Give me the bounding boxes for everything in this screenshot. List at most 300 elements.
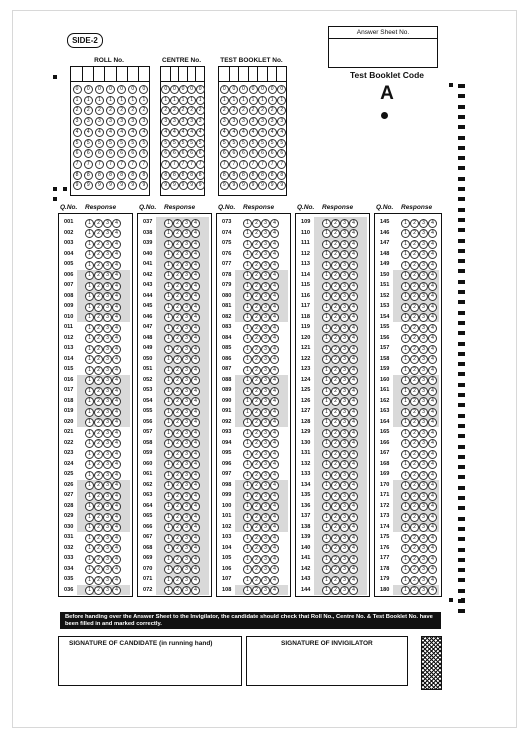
response-bubble[interactable]: 4 — [112, 492, 121, 501]
response-bubble[interactable]: 2 — [173, 450, 182, 459]
response-bubble[interactable]: 1 — [401, 408, 410, 417]
digit-bubble[interactable]: 5 — [106, 139, 115, 148]
response-bubble[interactable]: 3 — [103, 544, 112, 553]
response-bubble[interactable]: 4 — [428, 471, 437, 480]
response-bubble[interactable]: 2 — [173, 387, 182, 396]
response-bubble[interactable]: 4 — [191, 229, 200, 238]
response-bubble[interactable]: 3 — [340, 387, 349, 396]
response-bubble[interactable]: 4 — [428, 250, 437, 259]
write-in-cell[interactable] — [276, 67, 286, 81]
response-bubble[interactable]: 3 — [261, 555, 270, 564]
response-bubble[interactable]: 4 — [428, 366, 437, 375]
digit-bubble[interactable]: 1 — [179, 96, 188, 105]
digit-bubble[interactable]: 6 — [187, 149, 196, 158]
response-bubble[interactable]: 1 — [85, 324, 94, 333]
digit-bubble[interactable]: 6 — [258, 149, 267, 158]
response-bubble[interactable]: 3 — [340, 481, 349, 490]
digit-bubble[interactable]: 4 — [128, 128, 137, 137]
digit-bubble[interactable]: 6 — [128, 149, 137, 158]
response-bubble[interactable]: 4 — [428, 481, 437, 490]
response-bubble[interactable]: 3 — [261, 397, 270, 406]
response-bubble[interactable]: 2 — [173, 513, 182, 522]
response-bubble[interactable]: 4 — [428, 450, 437, 459]
response-bubble[interactable]: 3 — [182, 345, 191, 354]
digit-bubble[interactable]: 2 — [106, 106, 115, 115]
response-bubble[interactable]: 3 — [340, 271, 349, 280]
response-bubble[interactable]: 4 — [112, 513, 121, 522]
response-bubble[interactable]: 4 — [191, 513, 200, 522]
response-bubble[interactable]: 3 — [261, 450, 270, 459]
response-bubble[interactable]: 4 — [112, 471, 121, 480]
response-bubble[interactable]: 1 — [401, 576, 410, 585]
response-bubble[interactable]: 3 — [419, 544, 428, 553]
response-bubble[interactable]: 1 — [243, 250, 252, 259]
response-bubble[interactable]: 4 — [349, 565, 358, 574]
response-bubble[interactable]: 1 — [243, 513, 252, 522]
response-bubble[interactable]: 3 — [340, 523, 349, 532]
response-bubble[interactable]: 4 — [112, 555, 121, 564]
digit-bubble[interactable]: 2 — [95, 106, 104, 115]
response-bubble[interactable]: 4 — [270, 366, 279, 375]
response-bubble[interactable]: 1 — [401, 334, 410, 343]
digit-bubble[interactable]: 7 — [268, 160, 277, 169]
response-bubble[interactable]: 2 — [331, 534, 340, 543]
response-bubble[interactable]: 1 — [164, 429, 173, 438]
response-bubble[interactable]: 1 — [401, 313, 410, 322]
response-bubble[interactable]: 4 — [191, 523, 200, 532]
response-bubble[interactable]: 4 — [191, 250, 200, 259]
response-bubble[interactable]: 2 — [94, 460, 103, 469]
response-bubble[interactable]: 3 — [340, 408, 349, 417]
response-bubble[interactable]: 4 — [349, 261, 358, 270]
response-bubble[interactable]: 4 — [428, 271, 437, 280]
digit-bubble[interactable]: 4 — [73, 128, 82, 137]
response-bubble[interactable]: 2 — [410, 460, 419, 469]
response-bubble[interactable]: 1 — [322, 387, 331, 396]
response-bubble[interactable]: 1 — [322, 229, 331, 238]
response-bubble[interactable]: 1 — [322, 534, 331, 543]
response-bubble[interactable]: 4 — [349, 303, 358, 312]
response-bubble[interactable]: 4 — [112, 576, 121, 585]
response-bubble[interactable]: 4 — [349, 271, 358, 280]
response-bubble[interactable]: 2 — [173, 544, 182, 553]
digit-bubble[interactable]: 5 — [128, 139, 137, 148]
digit-bubble[interactable]: 9 — [258, 181, 267, 190]
response-bubble[interactable]: 1 — [401, 492, 410, 501]
response-bubble[interactable]: 4 — [428, 502, 437, 511]
response-bubble[interactable]: 4 — [270, 271, 279, 280]
response-bubble[interactable]: 2 — [94, 502, 103, 511]
response-bubble[interactable]: 2 — [331, 439, 340, 448]
response-bubble[interactable]: 1 — [85, 534, 94, 543]
response-bubble[interactable]: 2 — [410, 334, 419, 343]
response-bubble[interactable]: 2 — [173, 324, 182, 333]
digit-bubble[interactable]: 7 — [139, 160, 148, 169]
digit-bubble[interactable]: 4 — [106, 128, 115, 137]
digit-bubble[interactable]: 5 — [268, 139, 277, 148]
response-bubble[interactable]: 1 — [164, 439, 173, 448]
digit-bubble[interactable]: 9 — [117, 181, 126, 190]
digit-bubble[interactable]: 7 — [277, 160, 286, 169]
response-bubble[interactable]: 1 — [401, 586, 410, 595]
response-bubble[interactable]: 4 — [270, 387, 279, 396]
response-bubble[interactable]: 3 — [340, 324, 349, 333]
response-bubble[interactable]: 1 — [401, 429, 410, 438]
response-bubble[interactable]: 3 — [103, 534, 112, 543]
response-bubble[interactable]: 4 — [112, 502, 121, 511]
response-bubble[interactable]: 3 — [419, 576, 428, 585]
response-bubble[interactable]: 3 — [340, 292, 349, 301]
digit-bubble[interactable]: 3 — [239, 117, 248, 126]
digit-bubble[interactable]: 1 — [229, 96, 238, 105]
response-bubble[interactable]: 1 — [243, 271, 252, 280]
response-bubble[interactable]: 3 — [182, 240, 191, 249]
response-bubble[interactable]: 3 — [261, 355, 270, 364]
response-bubble[interactable]: 1 — [243, 576, 252, 585]
response-bubble[interactable]: 2 — [94, 271, 103, 280]
digit-bubble[interactable]: 1 — [220, 96, 229, 105]
response-bubble[interactable]: 2 — [94, 282, 103, 291]
response-bubble[interactable]: 3 — [419, 282, 428, 291]
response-bubble[interactable]: 2 — [252, 408, 261, 417]
response-bubble[interactable]: 2 — [410, 345, 419, 354]
response-bubble[interactable]: 3 — [182, 492, 191, 501]
response-bubble[interactable]: 2 — [410, 523, 419, 532]
response-bubble[interactable]: 1 — [85, 576, 94, 585]
response-bubble[interactable]: 1 — [164, 376, 173, 385]
response-bubble[interactable]: 2 — [410, 534, 419, 543]
response-bubble[interactable]: 1 — [164, 387, 173, 396]
response-bubble[interactable]: 1 — [85, 229, 94, 238]
digit-bubble[interactable]: 2 — [187, 106, 196, 115]
response-bubble[interactable]: 2 — [94, 397, 103, 406]
digit-bubble[interactable]: 1 — [196, 96, 205, 105]
response-bubble[interactable]: 2 — [252, 555, 261, 564]
response-bubble[interactable]: 1 — [322, 376, 331, 385]
response-bubble[interactable]: 2 — [94, 250, 103, 259]
candidate-signature-box[interactable] — [58, 636, 242, 686]
response-bubble[interactable]: 4 — [270, 324, 279, 333]
digit-bubble[interactable]: 3 — [73, 117, 82, 126]
digit-bubble[interactable]: 8 — [268, 171, 277, 180]
response-bubble[interactable]: 2 — [410, 229, 419, 238]
response-bubble[interactable]: 1 — [401, 387, 410, 396]
response-bubble[interactable]: 4 — [349, 555, 358, 564]
response-bubble[interactable]: 1 — [322, 282, 331, 291]
response-bubble[interactable]: 4 — [270, 240, 279, 249]
response-bubble[interactable]: 1 — [85, 250, 94, 259]
response-bubble[interactable]: 2 — [173, 250, 182, 259]
response-bubble[interactable]: 3 — [419, 408, 428, 417]
response-bubble[interactable]: 1 — [322, 460, 331, 469]
response-bubble[interactable]: 3 — [261, 292, 270, 301]
response-bubble[interactable]: 3 — [419, 219, 428, 228]
digit-bubble[interactable]: 7 — [161, 160, 170, 169]
response-bubble[interactable]: 4 — [112, 292, 121, 301]
response-bubble[interactable]: 4 — [112, 418, 121, 427]
response-bubble[interactable]: 4 — [428, 534, 437, 543]
digit-bubble[interactable]: 6 — [229, 149, 238, 158]
response-bubble[interactable]: 4 — [349, 534, 358, 543]
digit-bubble[interactable]: 0 — [128, 85, 137, 94]
response-bubble[interactable]: 3 — [103, 460, 112, 469]
response-bubble[interactable]: 4 — [349, 492, 358, 501]
response-bubble[interactable]: 2 — [94, 292, 103, 301]
response-bubble[interactable]: 1 — [401, 250, 410, 259]
answer-sheet-number-box[interactable] — [328, 26, 438, 68]
response-bubble[interactable]: 3 — [340, 418, 349, 427]
digit-bubble[interactable]: 6 — [277, 149, 286, 158]
digit-bubble[interactable]: 3 — [220, 117, 229, 126]
response-bubble[interactable]: 1 — [322, 324, 331, 333]
response-bubble[interactable]: 2 — [252, 219, 261, 228]
response-bubble[interactable]: 1 — [322, 408, 331, 417]
response-bubble[interactable]: 3 — [419, 250, 428, 259]
response-bubble[interactable]: 3 — [261, 240, 270, 249]
digit-bubble[interactable]: 3 — [161, 117, 170, 126]
response-bubble[interactable]: 1 — [85, 271, 94, 280]
response-bubble[interactable]: 3 — [340, 355, 349, 364]
response-bubble[interactable]: 4 — [112, 313, 121, 322]
response-bubble[interactable]: 1 — [85, 355, 94, 364]
response-bubble[interactable]: 3 — [261, 334, 270, 343]
response-bubble[interactable]: 3 — [419, 471, 428, 480]
response-bubble[interactable]: 1 — [85, 492, 94, 501]
response-bubble[interactable]: 1 — [401, 303, 410, 312]
response-bubble[interactable]: 2 — [410, 387, 419, 396]
digit-bubble[interactable]: 5 — [179, 139, 188, 148]
response-bubble[interactable]: 2 — [331, 586, 340, 595]
response-bubble[interactable]: 1 — [85, 565, 94, 574]
digit-bubble[interactable]: 0 — [239, 85, 248, 94]
digit-bubble[interactable]: 0 — [179, 85, 188, 94]
response-bubble[interactable]: 2 — [173, 219, 182, 228]
response-bubble[interactable]: 4 — [191, 586, 200, 595]
response-bubble[interactable]: 2 — [252, 387, 261, 396]
response-bubble[interactable]: 3 — [182, 513, 191, 522]
digit-bubble[interactable]: 8 — [277, 171, 286, 180]
response-bubble[interactable]: 4 — [428, 229, 437, 238]
response-bubble[interactable]: 2 — [252, 534, 261, 543]
response-bubble[interactable]: 4 — [428, 492, 437, 501]
response-bubble[interactable]: 2 — [94, 334, 103, 343]
response-bubble[interactable]: 2 — [252, 240, 261, 249]
response-bubble[interactable]: 4 — [191, 565, 200, 574]
response-bubble[interactable]: 1 — [243, 324, 252, 333]
response-bubble[interactable]: 3 — [182, 292, 191, 301]
response-bubble[interactable]: 1 — [85, 345, 94, 354]
response-bubble[interactable]: 3 — [261, 345, 270, 354]
response-bubble[interactable]: 3 — [182, 544, 191, 553]
response-bubble[interactable]: 2 — [173, 355, 182, 364]
digit-bubble[interactable]: 5 — [220, 139, 229, 148]
response-bubble[interactable]: 4 — [270, 355, 279, 364]
response-bubble[interactable]: 4 — [428, 292, 437, 301]
response-bubble[interactable]: 1 — [401, 555, 410, 564]
digit-bubble[interactable]: 1 — [161, 96, 170, 105]
response-bubble[interactable]: 2 — [331, 481, 340, 490]
response-bubble[interactable]: 2 — [173, 471, 182, 480]
response-bubble[interactable]: 3 — [419, 313, 428, 322]
response-bubble[interactable]: 2 — [410, 397, 419, 406]
response-bubble[interactable]: 2 — [410, 429, 419, 438]
response-bubble[interactable]: 2 — [252, 439, 261, 448]
response-bubble[interactable]: 3 — [419, 429, 428, 438]
response-bubble[interactable]: 4 — [112, 544, 121, 553]
digit-bubble[interactable]: 4 — [249, 128, 258, 137]
digit-bubble[interactable]: 5 — [187, 139, 196, 148]
response-bubble[interactable]: 1 — [243, 492, 252, 501]
response-bubble[interactable]: 1 — [243, 282, 252, 291]
response-bubble[interactable]: 3 — [419, 450, 428, 459]
response-bubble[interactable]: 3 — [182, 523, 191, 532]
response-bubble[interactable]: 4 — [349, 366, 358, 375]
digit-bubble[interactable]: 4 — [139, 128, 148, 137]
response-bubble[interactable]: 4 — [349, 439, 358, 448]
response-bubble[interactable]: 2 — [94, 471, 103, 480]
digit-bubble[interactable]: 8 — [117, 171, 126, 180]
response-bubble[interactable]: 2 — [94, 450, 103, 459]
response-bubble[interactable]: 1 — [164, 450, 173, 459]
response-bubble[interactable]: 1 — [85, 586, 94, 595]
response-bubble[interactable]: 3 — [261, 513, 270, 522]
response-bubble[interactable]: 2 — [173, 271, 182, 280]
response-bubble[interactable]: 1 — [85, 418, 94, 427]
response-bubble[interactable]: 3 — [419, 376, 428, 385]
digit-bubble[interactable]: 4 — [277, 128, 286, 137]
digit-bubble[interactable]: 1 — [128, 96, 137, 105]
response-bubble[interactable]: 2 — [410, 492, 419, 501]
response-bubble[interactable]: 1 — [85, 261, 94, 270]
response-bubble[interactable]: 2 — [331, 261, 340, 270]
digit-bubble[interactable]: 2 — [139, 106, 148, 115]
response-bubble[interactable]: 4 — [112, 334, 121, 343]
response-bubble[interactable]: 2 — [94, 366, 103, 375]
response-bubble[interactable]: 2 — [331, 387, 340, 396]
response-bubble[interactable]: 1 — [401, 376, 410, 385]
digit-bubble[interactable]: 0 — [170, 85, 179, 94]
response-bubble[interactable]: 2 — [94, 586, 103, 595]
response-bubble[interactable]: 2 — [173, 492, 182, 501]
response-bubble[interactable]: 4 — [270, 439, 279, 448]
response-bubble[interactable]: 4 — [428, 408, 437, 417]
response-bubble[interactable]: 4 — [270, 502, 279, 511]
digit-bubble[interactable]: 4 — [161, 128, 170, 137]
response-bubble[interactable]: 4 — [191, 502, 200, 511]
response-bubble[interactable]: 4 — [428, 576, 437, 585]
response-bubble[interactable]: 3 — [261, 219, 270, 228]
response-bubble[interactable]: 2 — [252, 586, 261, 595]
response-bubble[interactable]: 3 — [103, 586, 112, 595]
response-bubble[interactable]: 3 — [419, 366, 428, 375]
response-bubble[interactable]: 4 — [112, 429, 121, 438]
response-bubble[interactable]: 2 — [94, 492, 103, 501]
response-bubble[interactable]: 4 — [112, 345, 121, 354]
response-bubble[interactable]: 3 — [103, 355, 112, 364]
response-bubble[interactable]: 2 — [94, 229, 103, 238]
response-bubble[interactable]: 4 — [191, 576, 200, 585]
digit-bubble[interactable]: 9 — [220, 181, 229, 190]
response-bubble[interactable]: 1 — [243, 418, 252, 427]
response-bubble[interactable]: 3 — [103, 555, 112, 564]
response-bubble[interactable]: 2 — [173, 240, 182, 249]
response-bubble[interactable]: 2 — [173, 481, 182, 490]
response-bubble[interactable]: 1 — [85, 313, 94, 322]
response-bubble[interactable]: 4 — [270, 292, 279, 301]
response-bubble[interactable]: 1 — [243, 586, 252, 595]
response-bubble[interactable]: 3 — [182, 334, 191, 343]
response-bubble[interactable]: 2 — [331, 313, 340, 322]
response-bubble[interactable]: 4 — [191, 418, 200, 427]
digit-bubble[interactable]: 2 — [220, 106, 229, 115]
response-bubble[interactable]: 3 — [103, 397, 112, 406]
response-bubble[interactable]: 3 — [182, 303, 191, 312]
digit-bubble[interactable]: 6 — [73, 149, 82, 158]
response-bubble[interactable]: 1 — [164, 492, 173, 501]
response-bubble[interactable]: 1 — [164, 219, 173, 228]
response-bubble[interactable]: 1 — [322, 240, 331, 249]
response-bubble[interactable]: 3 — [419, 292, 428, 301]
digit-bubble[interactable]: 6 — [117, 149, 126, 158]
response-bubble[interactable]: 2 — [410, 250, 419, 259]
response-bubble[interactable]: 3 — [419, 271, 428, 280]
response-bubble[interactable]: 2 — [94, 261, 103, 270]
response-bubble[interactable]: 1 — [401, 324, 410, 333]
response-bubble[interactable]: 4 — [191, 366, 200, 375]
response-bubble[interactable]: 1 — [401, 261, 410, 270]
response-bubble[interactable]: 4 — [270, 408, 279, 417]
response-bubble[interactable]: 4 — [349, 387, 358, 396]
response-bubble[interactable]: 3 — [103, 439, 112, 448]
response-bubble[interactable]: 3 — [103, 376, 112, 385]
response-bubble[interactable]: 2 — [252, 450, 261, 459]
response-bubble[interactable]: 1 — [401, 481, 410, 490]
response-bubble[interactable]: 3 — [340, 376, 349, 385]
response-bubble[interactable]: 2 — [410, 450, 419, 459]
response-bubble[interactable]: 4 — [270, 282, 279, 291]
digit-bubble[interactable]: 9 — [187, 181, 196, 190]
response-bubble[interactable]: 1 — [85, 366, 94, 375]
digit-bubble[interactable]: 9 — [179, 181, 188, 190]
response-bubble[interactable]: 3 — [419, 355, 428, 364]
response-bubble[interactable]: 2 — [173, 576, 182, 585]
response-bubble[interactable]: 1 — [243, 229, 252, 238]
response-bubble[interactable]: 1 — [401, 513, 410, 522]
digit-bubble[interactable]: 2 — [196, 106, 205, 115]
response-bubble[interactable]: 4 — [112, 376, 121, 385]
response-bubble[interactable]: 4 — [270, 429, 279, 438]
digit-bubble[interactable]: 7 — [84, 160, 93, 169]
response-bubble[interactable]: 3 — [261, 565, 270, 574]
response-bubble[interactable]: 3 — [340, 534, 349, 543]
response-bubble[interactable]: 1 — [401, 460, 410, 469]
response-bubble[interactable]: 1 — [322, 544, 331, 553]
response-bubble[interactable]: 2 — [331, 418, 340, 427]
digit-bubble[interactable]: 1 — [84, 96, 93, 105]
digit-bubble[interactable]: 2 — [161, 106, 170, 115]
response-bubble[interactable]: 4 — [428, 544, 437, 553]
response-bubble[interactable]: 2 — [173, 229, 182, 238]
response-bubble[interactable]: 1 — [85, 513, 94, 522]
response-bubble[interactable]: 3 — [261, 376, 270, 385]
digit-bubble[interactable]: 0 — [277, 85, 286, 94]
response-bubble[interactable]: 1 — [85, 334, 94, 343]
response-bubble[interactable]: 2 — [331, 366, 340, 375]
digit-bubble[interactable]: 9 — [170, 181, 179, 190]
response-bubble[interactable]: 4 — [270, 523, 279, 532]
response-bubble[interactable]: 3 — [261, 460, 270, 469]
response-bubble[interactable]: 4 — [112, 250, 121, 259]
